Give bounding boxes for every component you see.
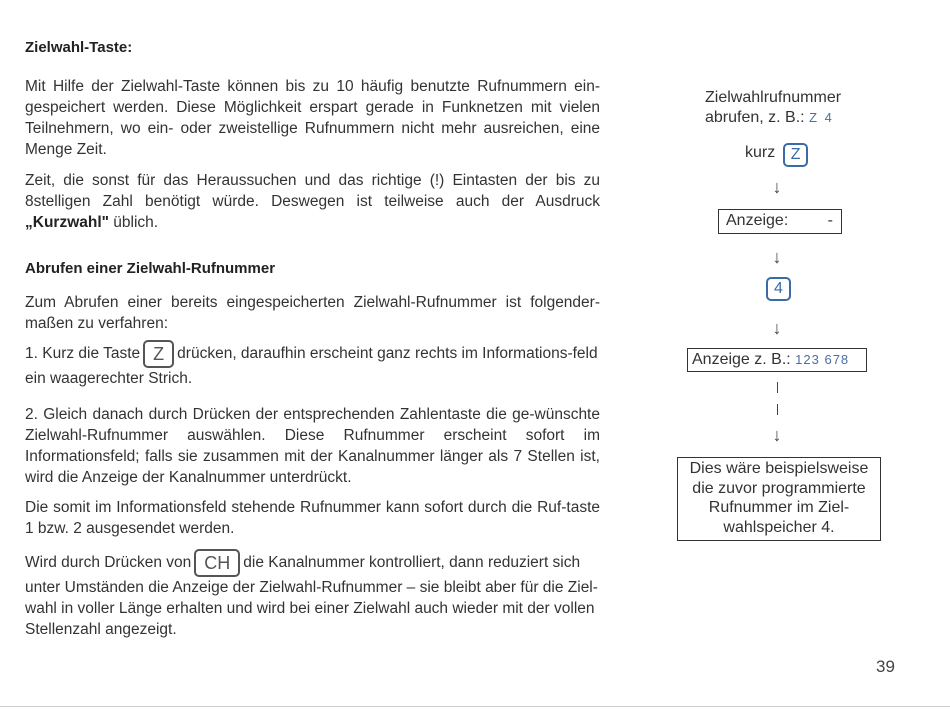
- heading-zielwahl-taste: Zielwahl-Taste:: [25, 39, 133, 56]
- diagram-title-line2: [705, 108, 925, 128]
- paragraph-kurzwahl-text-a: Zeit, die sonst für das Heraussuchen und das richtige (!) Eintasten der bis zu 8stelligen Zahl benötigt würde. Deswegen ist teilweise auch der Ausdruck: [25, 172, 600, 210]
- heading-abrufen: Abrufen einer Zielwahl-Rufnummer: [25, 260, 276, 277]
- down-arrow-icon: ↓: [772, 177, 782, 197]
- z-key-icon: Z: [143, 340, 174, 368]
- bottom-rule: [0, 706, 950, 707]
- diagram-title-code: Z 4: [809, 110, 834, 125]
- diagram-title-line1: Zielwahlrufnummer: [705, 89, 842, 106]
- display-box-anzeige-label: Anzeige:: [726, 212, 789, 229]
- display-box-example-label: Anzeige z. B.:: [692, 351, 791, 368]
- note-box: Dies wäre beispielsweise die zuvor programmierte Rufnummer im Ziel-wahlspeicher 4.: [677, 457, 881, 541]
- paragraph-kurzwahl: [25, 170, 600, 233]
- down-arrow-icon: ↓: [772, 425, 782, 445]
- step-2: 2. Gleich danach durch Drücken der entsprechenden Zahlentaste die ge-wünschte Zielwahl-Rufnummer auswählen. Diese Rufnummer erscheint sofort im Informationsfeld; falls sie zusammen mit der Kanalnummer länger als 7 Stellen ist, wird die Anzeige der Kanalnummer unterdrückt.: [25, 406, 600, 486]
- paragraph-channel-text-b: die Kanalnummer kontrolliert, dann reduziert sich unter Umständen die Anzeige der Zielwahl-Rufnummer – sie bleibt aber für die Ziel-wahl in voller Länge erhalten und wird bei einer Zielwahl auch wieder mit der vollen Stellenzahl angezeigt.: [25, 554, 598, 638]
- ch-key-icon: CH: [194, 549, 240, 577]
- paragraph-channel-text-a: Wird durch Drücken von: [25, 554, 192, 571]
- step-1-text-a: 1. Kurz die Taste: [25, 345, 141, 362]
- paragraph-channel: [25, 549, 600, 640]
- page-number: 39: [876, 657, 895, 676]
- paragraph-send: Die somit im Informationsfeld stehende Rufnummer kann sofort durch die Ruf-taste 1 bzw. 2 ausgesendet werden.: [25, 499, 600, 537]
- down-arrow-icon: ↓: [772, 318, 782, 338]
- step-1: [25, 340, 600, 389]
- key-4-step: [763, 277, 794, 301]
- paragraph-kurzwahl-text-b: üblich.: [109, 214, 159, 231]
- display-dash: -: [827, 212, 833, 229]
- kurz-step: [745, 143, 811, 167]
- paragraph-procedure: Zum Abrufen einer bereits eingespeicherten Zielwahl-Rufnummer ist folgender-maßen zu verfahren:: [25, 294, 600, 332]
- paragraph-intro: Mit Hilfe der Zielwahl-Taste können bis zu 10 häufig benutzte Rufnummern ein-gespeichert werden. Diese Möglichkeit erspart gerade in Funknetzen mit vielen Teilnehmern, wo ein- oder zweistellige Rufnummern nicht mehr ausreichen, eine Menge Zeit.: [25, 78, 600, 158]
- display-digits: 123 678: [795, 352, 850, 367]
- down-arrow-icon: ↓: [772, 247, 782, 267]
- step-1-text-b: drücken, daraufhin erscheint ganz rechts im Informations-feld ein waagerechter Strich.: [25, 345, 598, 387]
- diagram-title-line2-text: abrufen, z. B.:: [705, 109, 805, 126]
- z-key-icon-diagram: Z: [783, 143, 809, 167]
- number-4-key-icon: 4: [766, 277, 791, 301]
- kurzwahl-term: „Kurzwahl": [25, 214, 109, 231]
- kurz-label: kurz: [745, 144, 776, 161]
- display-box-example: [687, 348, 867, 372]
- diagram-title: [705, 88, 925, 128]
- display-box-anzeige: [718, 209, 842, 234]
- dashed-connector: [777, 382, 778, 393]
- dashed-connector: [777, 404, 778, 415]
